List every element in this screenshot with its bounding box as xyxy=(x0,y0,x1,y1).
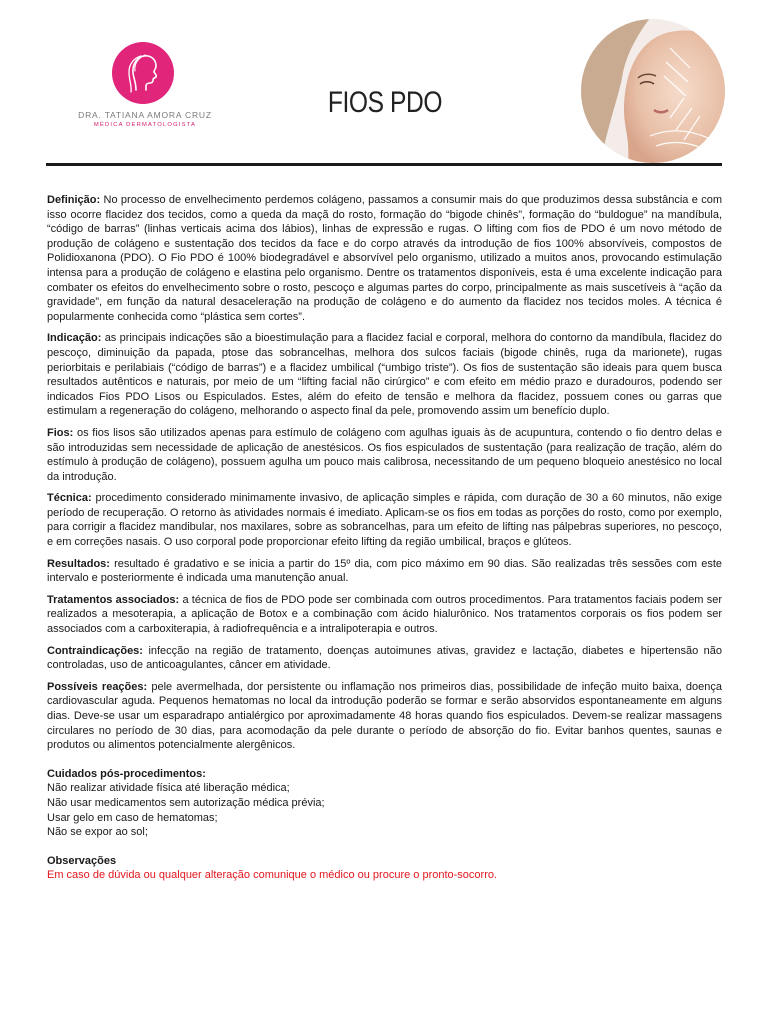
face-lifting-illustration-icon xyxy=(580,18,726,164)
logo-emblem-icon xyxy=(112,42,174,104)
section-label: Fios: xyxy=(47,426,74,439)
section-label: Contraindicações: xyxy=(47,644,143,657)
section-text: as principais indicações são a bioestimulação para a flacidez facial e corporal, melhora do contorno da mandíbula, flacidez do pescoço, diminuição da papada, ptose das sobrancelhas, melhora dos sulcos faciais (bigode chinês, ruga da marionete), rugas periorbitais e perilabiais (“código de barras”) e a flacidez umbilical (“umbigo triste”). Os fios de sustentação são ideais para quem busca resultados autênticos e naturais, por meio de um “lifting facial não cirúrgico” e com efeito em médio prazo e duradouros, podendo ser indicados Fios PDO Lisos ou Espiculados. Estes, além do efeito de tensão e melhora da flacidez, possuem cones ou garras que estimulam a regeneração do colágeno, melhorando o aspecto final da pele, promovendo assim um benefício duplo. xyxy=(47,332,722,418)
logo-name: DRA. TATIANA AMORA CRUZ xyxy=(78,110,212,120)
list-item: Não se expor ao sol; xyxy=(47,826,148,839)
section-label: Definição: xyxy=(47,194,101,206)
section-resultados xyxy=(47,557,722,586)
section-label: Indicação: xyxy=(47,332,102,345)
observacoes-text: Em caso de dúvida ou qualquer alteração comunique o médico ou procure o pronto-socorro. xyxy=(47,869,498,882)
section-text: No processo de envelhecimento perdemos colágeno, passamos a consumir mais do que produzimos dessa substância e com isso ocorre flacidez dos tecidos, como a queda da maçã do rosto, formação do “bigode chinês”, formação do “buldogue” na mandíbula, “código de barras” (linhas verticais acima dos lábios), linhas de expressão e rugas. O lifting com fios de PDO é um novo método de produção de colágeno e sustentação dos tecidos da face e do corpo através da introdução de fios 100% absorvíveis, compostos de Polidioxanona (PDO). O Fio PDO é 100% biodegradável e absorvível pelo organismo, utilizado a muitos anos, provocando estimulação intensa para a produção de colágeno e elastina pelo organismo. Dentre os tratamentos disponíveis, esta é uma excelente indicação para combater os efeitos do envelhecimento sobre o rosto, pescoço e algumas partes do corpo, principalmente as mais suscetíveis à “ação da gravidade”, em função da natural desaceleração na produção de colágeno e do aumento da flacidez nos tecidos moles. A técnica é popularmente conhecida como “plástica sem cortes”. xyxy=(47,194,722,323)
section-indicacao xyxy=(47,331,722,419)
list-item: Usar gelo em caso de hematomas; xyxy=(47,811,218,824)
header-divider xyxy=(46,163,722,166)
list-item: Não realizar atividade física até liberação médica; xyxy=(47,782,290,795)
header xyxy=(0,0,768,170)
section-label: Tratamentos associados: xyxy=(47,593,180,606)
section-tecnica xyxy=(47,491,722,549)
section-label: Resultados: xyxy=(47,557,110,570)
section-text: a técnica de fios de PDO pode ser combinada com outros procedimentos. Para tratamentos faciais podem ser realizados a mesoterapia, a aplicação de Botox e a combinação com ácido hialurônico. Nos tratamentos corporais os fios podem ser associados com a carboxiterapia, à radiofrequência e a intralipoterapia e outros. xyxy=(47,593,722,636)
section-definicao xyxy=(47,193,722,324)
section-text: procedimento considerado minimamente invasivo, de aplicação simples e rápida, com duração de 30 a 60 minutos, não exige período de recuperação. O retorno às atividades normais é imediato. Aplicam-se os fios em todas as porções do rosto, como por exemplo, para corrigir a flacidez mandibular, nos maxilares, sobre as sobrancelhas, para um efeito de lifting nas pálpebras superiores, no pescoço, e em correções nasais. O uso corporal pode proporcionar efeito lifting da região umbilical, braços e glúteos. xyxy=(47,492,723,549)
section-fios xyxy=(47,426,722,484)
logo xyxy=(60,30,230,130)
list-item: Não usar medicamentos sem autorização médica prévia; xyxy=(47,796,325,809)
section-observacoes xyxy=(47,854,722,883)
section-label: Cuidados pós-procedimentos: xyxy=(47,767,206,780)
cuidados-list xyxy=(47,781,722,839)
section-label: Possíveis reações: xyxy=(47,680,148,693)
section-label: Técnica: xyxy=(47,492,92,505)
logo-subtitle: MÉDICA DERMATOLOGISTA xyxy=(93,122,197,128)
section-text: os fios lisos são utilizados apenas para estímulo de colágeno com agulhas iguais às de acupuntura, contendo o fio dentro delas e são introduzidas sem necessidade de aplicação de anestésicos. Os fios espiculados de sustentação (para realização de tração, além do estímulo à produção de colágeno), possuem agulha um pouco mais calibrosa, necessitando de um pequeno bloqueio anestésico no local da introdução. xyxy=(47,426,723,483)
document-body xyxy=(47,193,722,883)
section-text: infecção na região de tratamento, doenças autoimunes ativas, gravidez e lactação, diabetes e hipertensão não controladas, uso de anticoagulantes, câncer em atividade. xyxy=(47,644,722,672)
section-label: Observações xyxy=(47,854,117,867)
page-title: FIOS PDO xyxy=(327,86,443,119)
section-text: resultado é gradativo e se inicia a partir do 15º dia, com pico máximo em 90 dias. São realizadas três sessões com este intervalo e posteriormente é indicada uma manutenção anual. xyxy=(47,557,722,585)
section-contraindicacoes xyxy=(47,644,722,673)
section-text: pele avermelhada, dor persistente ou inflamação nos primeiros dias, possibilidade de infeção muito baixa, doença cardiovascular aguda. Pequenos hematomas no local da introdução poderão se formar e serão absorvidos espontaneamente em alguns dias. Deve-se usar um esparadrapo antialérgico por aproximadamente 48 horas quando fios espiculados. Devem-se realizar massagens circulares no período de 30 dias, para acomodação da pele durante o período de absorção do fio. Evitar banhos quentes, saunas e produtos ou alimentos potencialmente alergênicos. xyxy=(47,680,722,752)
section-reacoes xyxy=(47,680,722,753)
section-cuidados xyxy=(47,767,722,782)
section-tratamentos xyxy=(47,593,722,637)
